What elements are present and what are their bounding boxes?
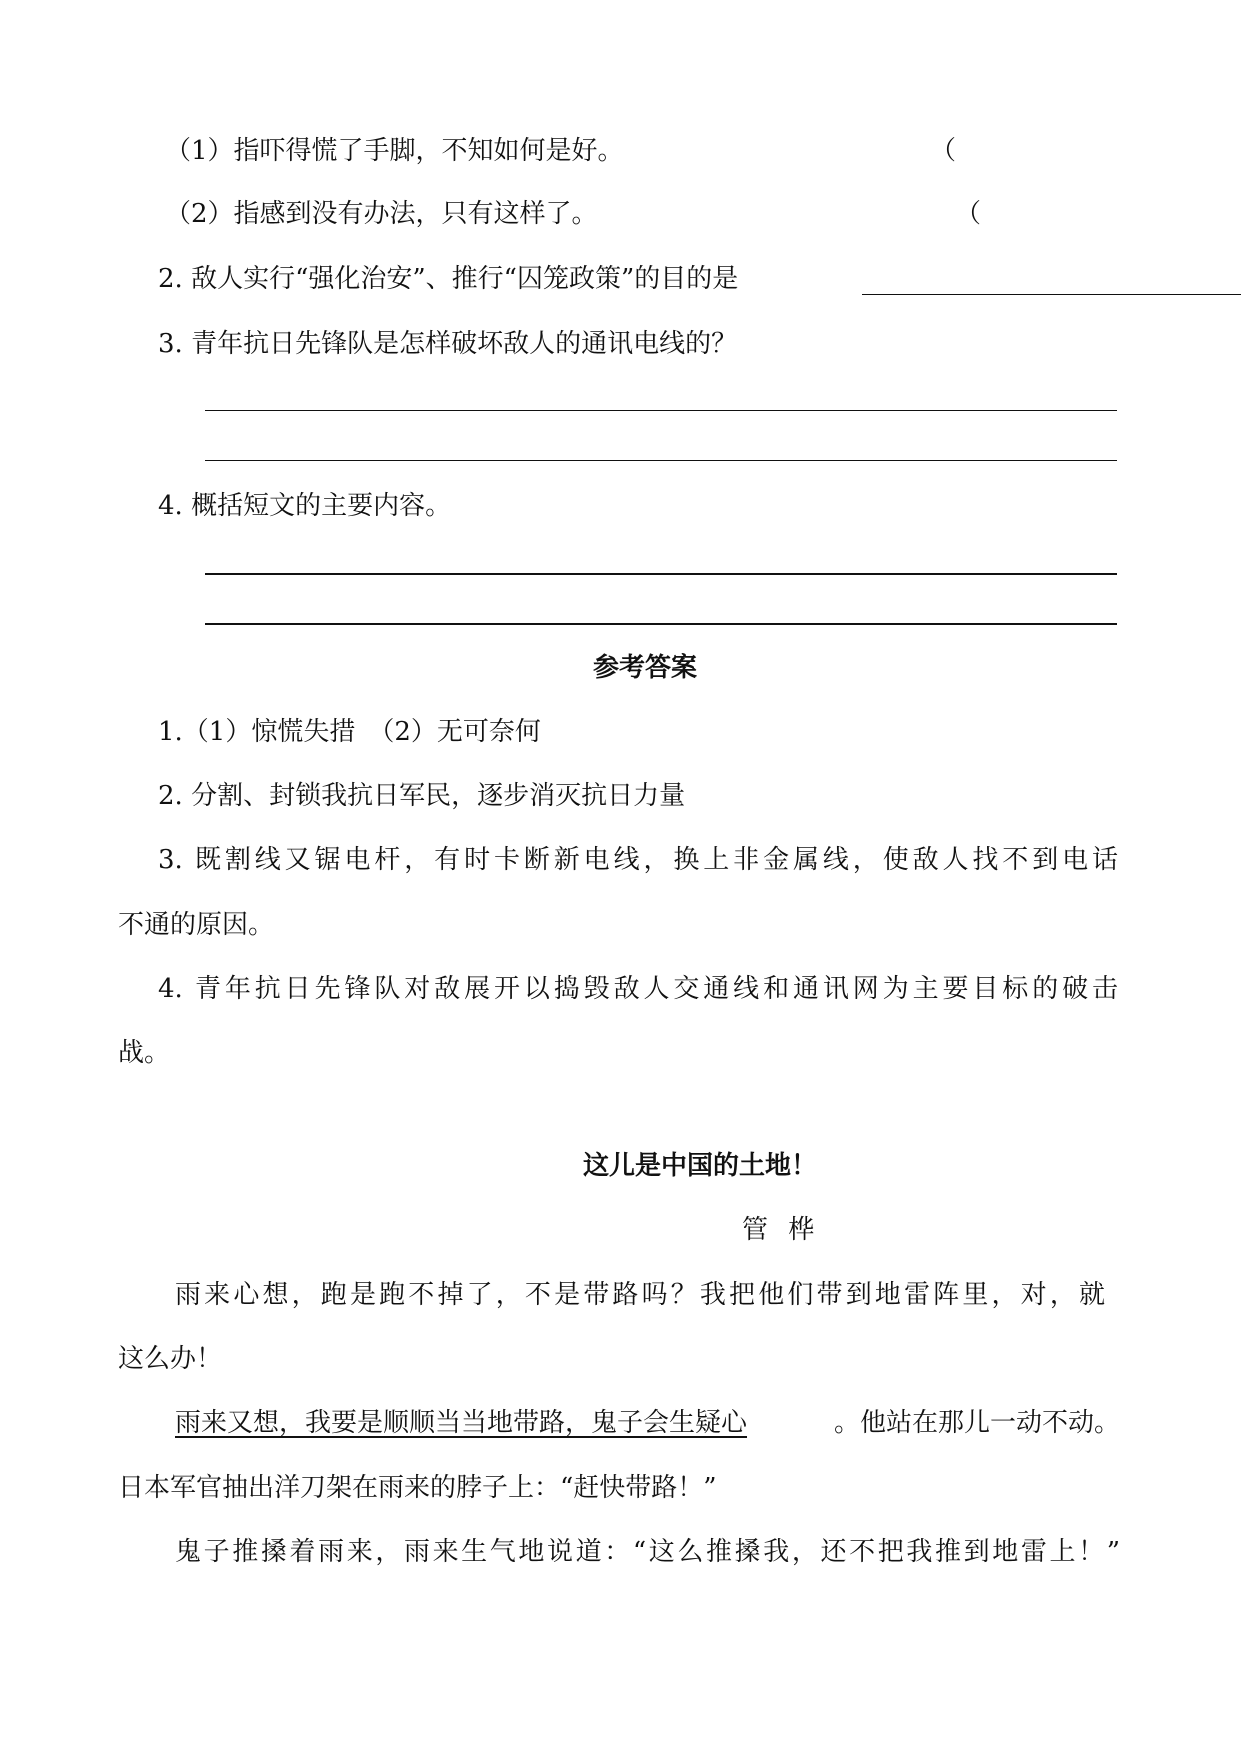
answer-line-q4-2[interactable] xyxy=(205,623,1117,625)
question-3: 3. 青年抗日先锋队是怎样破坏敌人的通讯电线的？ xyxy=(158,329,738,359)
passage-title: 这儿是中国的土地！ xyxy=(583,1151,818,1181)
question-4: 4. 概括短文的主要内容。 xyxy=(158,491,452,521)
passage-p1-line-2: 这么办！ xyxy=(118,1344,223,1374)
passage-p3-line-1: 鬼子推搡着雨来，雨来生气地说道：“这么推搡我，还不把我推到地雷上！” xyxy=(175,1537,1120,1567)
answer-2: 2. 分割、封锁我抗日军民，逐步消灭抗日力量 xyxy=(158,781,686,811)
answer-paren-1: （ xyxy=(930,136,957,166)
answer-3-line-2: 不通的原因。 xyxy=(118,910,275,940)
question-1-1: （1）指吓得慌了手脚，不知如何是好。 xyxy=(165,136,624,166)
answer-line-q3-1[interactable] xyxy=(205,410,1117,411)
answer-line-q3-2[interactable] xyxy=(205,460,1117,461)
answer-paren-2: （ xyxy=(955,199,982,229)
passage-p1-line-1: 雨来心想，跑是跑不掉了，不是带路吗？我把他们带到地雷阵里，对，就 xyxy=(175,1280,1105,1310)
underlined-sentence: 雨来又想，我要是顺顺当当地带路，鬼子会生疑心 xyxy=(175,1408,748,1438)
passage-p2-rest: 。他站在那儿一动不动。 xyxy=(833,1408,1120,1438)
answer-3-line-1: 3. 既割线又锯电杆，有时卡断新电线，换上非金属线，使敌人找不到电话 xyxy=(158,845,1118,875)
passage-p2-line-1 xyxy=(175,1406,1120,1440)
question-2: 2. 敌人实行“强化治安”、推行“囚笼政策”的目的是 xyxy=(158,264,739,294)
answer-line-q2[interactable] xyxy=(862,294,1241,295)
question-1-2: （2）指感到没有办法，只有这样了。 xyxy=(165,199,598,229)
passage-p2-line-2: 日本军官抽出洋刀架在雨来的脖子上：“赶快带路！” xyxy=(118,1473,717,1503)
answers-heading: 参考答案 xyxy=(592,653,697,683)
answer-4-line-1: 4. 青年抗日先锋队对敌展开以捣毁敌人交通线和通讯网为主要目标的破击 xyxy=(158,974,1118,1004)
answer-1: 1.（1）惊慌失措 （2）无可奈何 xyxy=(158,717,541,747)
answer-4-line-2: 战。 xyxy=(118,1038,171,1068)
passage-author: 管 桦 xyxy=(742,1215,821,1245)
answer-line-q4-1[interactable] xyxy=(205,573,1117,575)
